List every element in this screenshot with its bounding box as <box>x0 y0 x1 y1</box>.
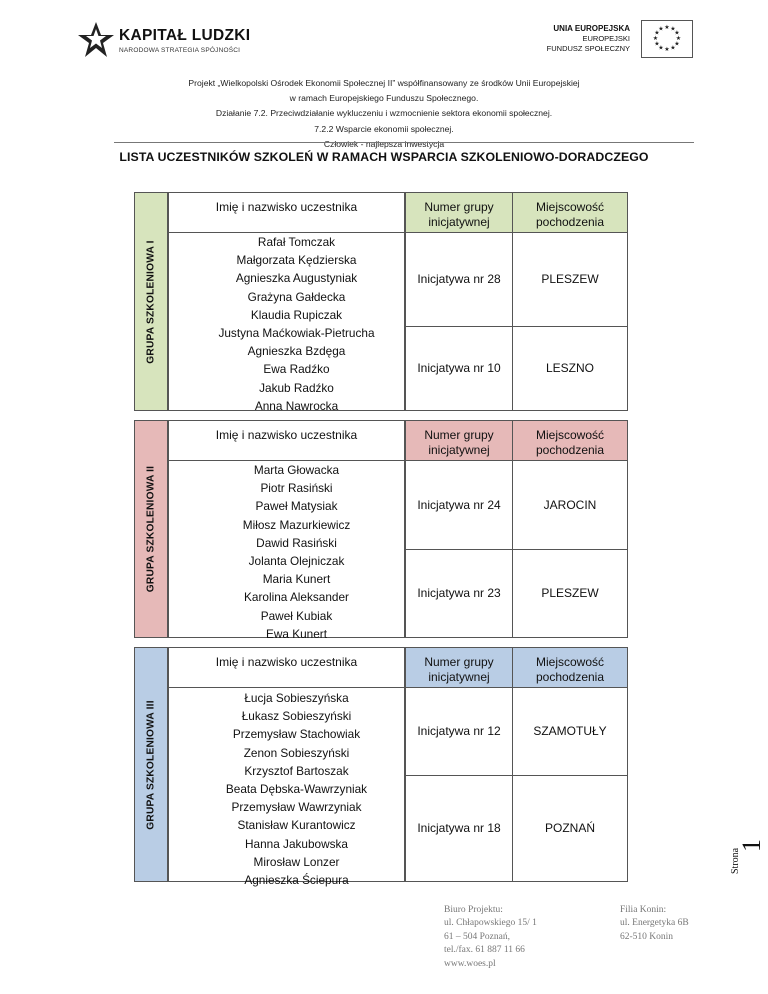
participant-name: Piotr Rasiński <box>260 481 333 496</box>
kapital-ludzki-title: KAPITAŁ LUDZKI <box>119 27 251 44</box>
group-2-header-name: Imię i nazwisko uczestnika <box>168 420 405 461</box>
participant-name: Krzysztof Bartoszak <box>244 763 349 778</box>
participant-name: Łucja Sobieszyńska <box>244 691 349 705</box>
group-2-block-1-place: JAROCIN <box>512 460 628 550</box>
svg-text:★: ★ <box>674 40 680 48</box>
group-1-side-label: GRUPA SZKOLENIOWA I <box>134 192 168 411</box>
participant-name: Przemysław Stachowiak <box>232 727 361 742</box>
participant-name: Jolanta Olejniczak <box>248 553 345 568</box>
group-1-block-2-place: LESZNO <box>512 326 628 411</box>
footer-office-line: 61 – 504 Poznań, <box>444 931 510 942</box>
participant-name: Łukasz Sobieszyński <box>241 709 352 724</box>
participant-name: Małgorzata Kędzierska <box>236 253 357 268</box>
group-3-block-1-number: Inicjatywa nr 12 <box>405 687 513 776</box>
participant-name: Justyna Maćkowiak-Pietrucha <box>218 325 375 340</box>
page-number-value: 1 <box>737 839 766 852</box>
participant-name: Klaudia Rupiczak <box>250 307 343 322</box>
footer-branch <box>620 904 689 944</box>
project-line: 7.2.2 Wsparcie ekonomii społecznej. <box>314 123 454 134</box>
kapital-ludzki-star-icon <box>76 20 116 60</box>
group-3-block-2-number: Inicjatywa nr 18 <box>405 775 513 882</box>
group-3-side-label: GRUPA SZKOLENIOWA III <box>134 647 168 882</box>
group-2-side-label: GRUPA SZKOLENIOWA II <box>134 420 168 638</box>
eu-logo-text <box>547 24 630 54</box>
svg-text:★: ★ <box>674 29 680 37</box>
group-3-header-place: Miejscowość pochodzenia <box>512 647 628 688</box>
group-2-header-place: Miejscowość pochodzenia <box>512 420 628 461</box>
page-label: Strona <box>730 847 741 874</box>
svg-text:★: ★ <box>670 44 676 52</box>
participant-name: Zenon Sobieszyński <box>243 745 350 760</box>
group-3-header-group: Numer grupy inicjatywnej <box>405 647 513 688</box>
group-1-header-name: Imię i nazwisko uczestnika <box>168 192 405 233</box>
group-3-block-2-place: POZNAŃ <box>512 775 628 882</box>
group-2-header-group: Numer grupy inicjatywnej <box>405 420 513 461</box>
svg-text:★: ★ <box>658 44 664 52</box>
group-1-block-1-place: PLESZEW <box>512 232 628 327</box>
group-3-block-1-place: SZAMOTUŁY <box>512 687 628 776</box>
svg-text:★: ★ <box>658 25 664 33</box>
svg-text:★: ★ <box>654 40 660 48</box>
footer-office-line: ul. Chłapowskiego 15/ 1 <box>444 918 537 929</box>
svg-text:★: ★ <box>675 35 682 42</box>
footer-branch-line: Filia Konin: <box>620 905 667 915</box>
participant-name: Agnieszka Ściepura <box>244 872 349 887</box>
participant-name: Jakub Radźko <box>259 380 334 395</box>
group-1-block-2-number: Inicjatywa nr 10 <box>405 326 513 411</box>
footer-branch-line: 62-510 Konin <box>620 931 674 942</box>
participant-name: Przemysław Wawrzyniak <box>231 800 362 815</box>
participant-name: Agnieszka Augustyniak <box>235 271 358 286</box>
project-line: Działanie 7.2. Przeciwdziałanie wykluczeniu i wzmocnienie sektora ekonomii społecznej. <box>215 108 553 119</box>
participant-name: Maria Kunert <box>262 572 331 587</box>
participant-name: Marta Głowacka <box>253 463 340 477</box>
group-2-block-2-number: Inicjatywa nr 23 <box>405 549 513 638</box>
header-divider <box>114 142 694 143</box>
group-1-block-1-number: Inicjatywa nr 28 <box>405 232 513 327</box>
participant-name: Stanisław Kurantowicz <box>237 818 356 833</box>
project-line: w ramach Europejskiego Funduszu Społecznego. <box>289 93 479 104</box>
eu-flag-icon <box>641 20 693 58</box>
participant-name: Karolina Aleksander <box>244 590 349 605</box>
group-1-header-group: Numer grupy inicjatywnej <box>405 192 513 233</box>
project-line: Projekt „Wielkopolski Ośrodek Ekonomii Społecznej II” współfinansowany ze środków Unii Europejskiej <box>188 78 580 88</box>
participant-name: Mirosław Lonzer <box>253 854 340 869</box>
participant-name: Hanna Jakubowska <box>245 836 348 851</box>
svg-text:★: ★ <box>652 35 659 42</box>
participant-name: Rafał Tomczak <box>257 235 336 249</box>
eu-line2: EUROPEJSKI <box>582 34 630 43</box>
footer-office-line: tel./fax. 61 887 11 66 <box>444 945 525 956</box>
svg-text:★: ★ <box>654 29 660 37</box>
participant-name: Ewa Radźko <box>263 362 330 377</box>
participant-name: Anna Nawrocka <box>254 398 339 413</box>
participant-name: Beata Dębska-Wawrzyniak <box>225 781 368 796</box>
document-title: LISTA UCZESTNIKÓW SZKOLEŃ W RAMACH WSPARCIA SZKOLENIOWO-DORADCZEGO <box>119 150 649 164</box>
svg-text:★: ★ <box>670 25 676 33</box>
eu-line1: UNIA EUROPEJSKA <box>553 24 630 33</box>
footer-office-line: Biuro Projektu: <box>444 905 503 915</box>
project-info <box>0 76 768 152</box>
svg-text:★: ★ <box>664 46 670 53</box>
kapital-ludzki-subtitle: NARODOWA STRATEGIA SPÓJNOŚCI <box>119 47 241 54</box>
group-3-names <box>190 689 403 889</box>
participant-name: Ewa Kunert <box>266 626 327 641</box>
group-2-names <box>190 461 403 643</box>
group-1-names <box>190 233 403 415</box>
footer-branch-line: ul. Energetyka 6B <box>620 918 689 929</box>
group-3-header-name: Imię i nazwisko uczestnika <box>168 647 405 688</box>
group-2-block-2-place: PLESZEW <box>512 549 628 638</box>
eu-line3: FUNDUSZ SPOŁECZNY <box>546 44 630 53</box>
group-1-header-place: Miejscowość pochodzenia <box>512 192 628 233</box>
participant-name: Miłosz Mazurkiewicz <box>242 517 351 532</box>
participant-name: Paweł Kubiak <box>260 608 333 623</box>
participant-name: Agnieszka Bzdęga <box>247 344 346 359</box>
footer-office <box>444 904 537 971</box>
group-2-block-1-number: Inicjatywa nr 24 <box>405 460 513 550</box>
svg-text:★: ★ <box>664 24 670 31</box>
participant-name: Paweł Matysiak <box>255 499 338 514</box>
footer-office-link[interactable]: www.woes.pl <box>444 958 496 969</box>
participant-name: Grażyna Gałdecka <box>247 289 346 304</box>
participant-name: Dawid Rasiński <box>256 535 337 550</box>
page-number <box>712 830 766 882</box>
project-line: Człowiek - najlepsza inwestycja <box>323 138 445 149</box>
